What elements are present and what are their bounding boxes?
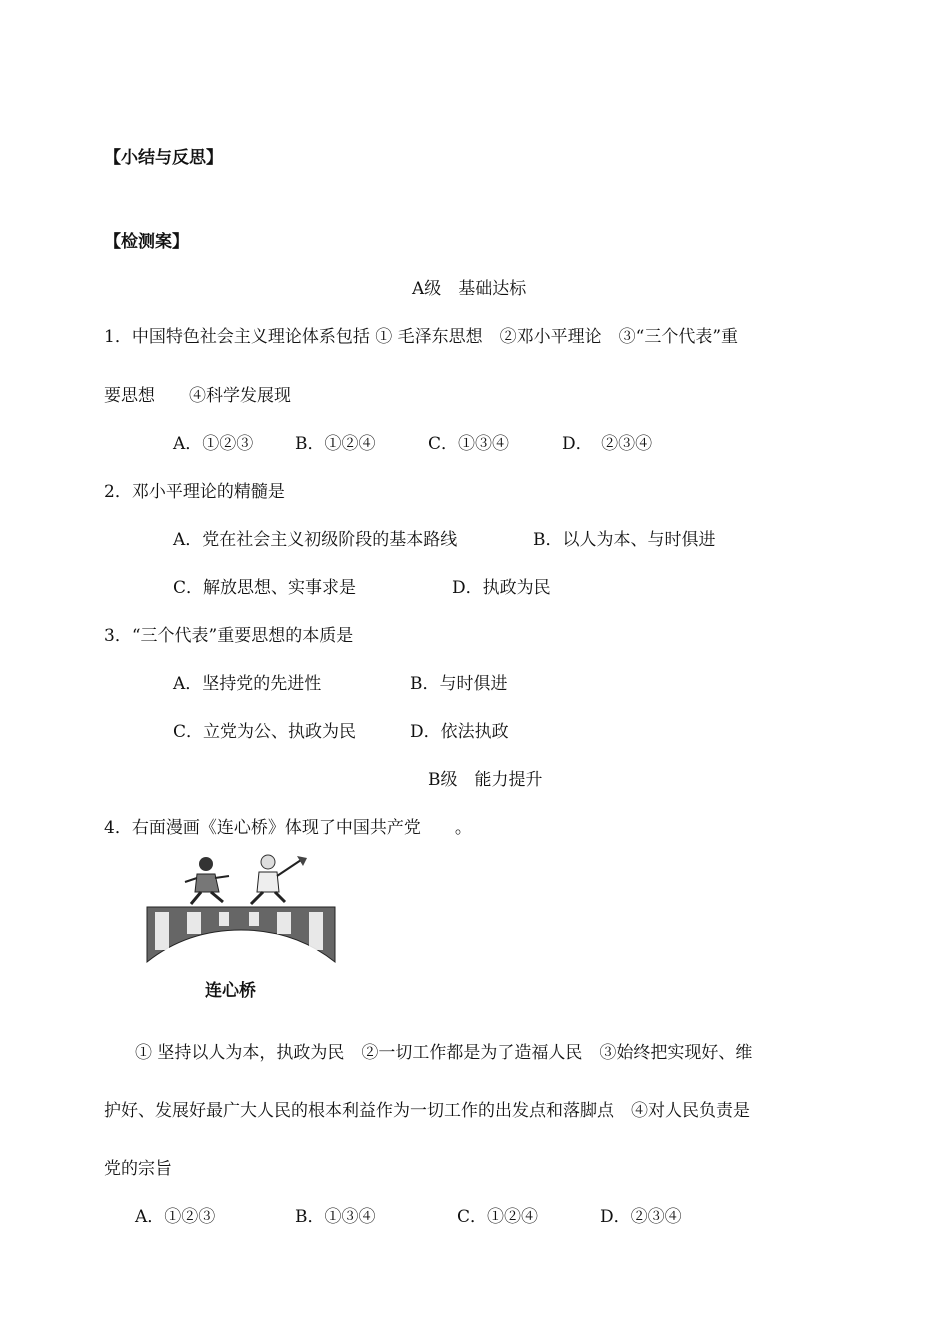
q1-stem-line2: 要思想 ④科学发展现 — [104, 386, 291, 406]
bridge-cartoon-image — [145, 852, 340, 1002]
q3-stem: 3．“三个代表”重要思想的本质是 — [104, 626, 354, 646]
q4-option-d: D．②③④ — [600, 1207, 682, 1227]
q3-option-b: B．与时俱进 — [410, 674, 508, 694]
q3-option-c: C．立党为公、执政为民 — [173, 722, 357, 742]
q4-statement-line3: 党的宗旨 — [104, 1159, 172, 1179]
level-a-heading: A级 基础达标 — [412, 279, 527, 299]
q1-stem-line1: 1．中国特色社会主义理论体系包括 ① 毛泽东思想 ②邓小平理论 ③“三个代表”重 — [104, 327, 739, 347]
q1-option-b: B．①②④ — [295, 434, 376, 454]
q2-stem: 2．邓小平理论的精髓是 — [104, 482, 285, 502]
q4-statement-line1: ① 坚持以人为本，执政为民 ②一切工作都是为了造福人民 ③始终把实现好、维 — [135, 1043, 753, 1063]
q2-option-a: A．党在社会主义初级阶段的基本路线 — [173, 530, 458, 550]
q4-statement-line2: 护好、发展好最广大人民的根本利益作为一切工作的出发点和落脚点 ④对人民负责是 — [104, 1101, 750, 1121]
q3-option-d: D．依法执政 — [410, 722, 509, 742]
q4-option-c: C．①②④ — [457, 1207, 539, 1227]
q1-option-d: D． ②③④ — [562, 434, 653, 454]
q2-option-b: B．以人为本、与时俱进 — [533, 530, 716, 550]
q2-option-c: C．解放思想、实事求是 — [173, 578, 357, 598]
summary-heading: 【小结与反思】 — [104, 148, 223, 168]
q2-option-d: D．执政为民 — [452, 578, 551, 598]
q4-stem: 4．右面漫画《连心桥》体现了中国共产党 。 — [104, 818, 472, 838]
test-heading: 【检测案】 — [104, 232, 189, 252]
q1-option-c: C．①③④ — [428, 434, 510, 454]
right-figure-icon — [251, 855, 307, 904]
q4-option-a: A．①②③ — [135, 1207, 216, 1227]
bridge-icon — [147, 907, 335, 962]
level-b-heading: B级 能力提升 — [428, 770, 543, 790]
q1-option-a: A．①②③ — [173, 434, 254, 454]
q3-option-a: A．坚持党的先进性 — [173, 674, 322, 694]
left-figure-icon — [185, 857, 229, 904]
cartoon-caption: 连心桥 — [205, 981, 256, 1001]
q4-option-b: B．①③④ — [295, 1207, 376, 1227]
